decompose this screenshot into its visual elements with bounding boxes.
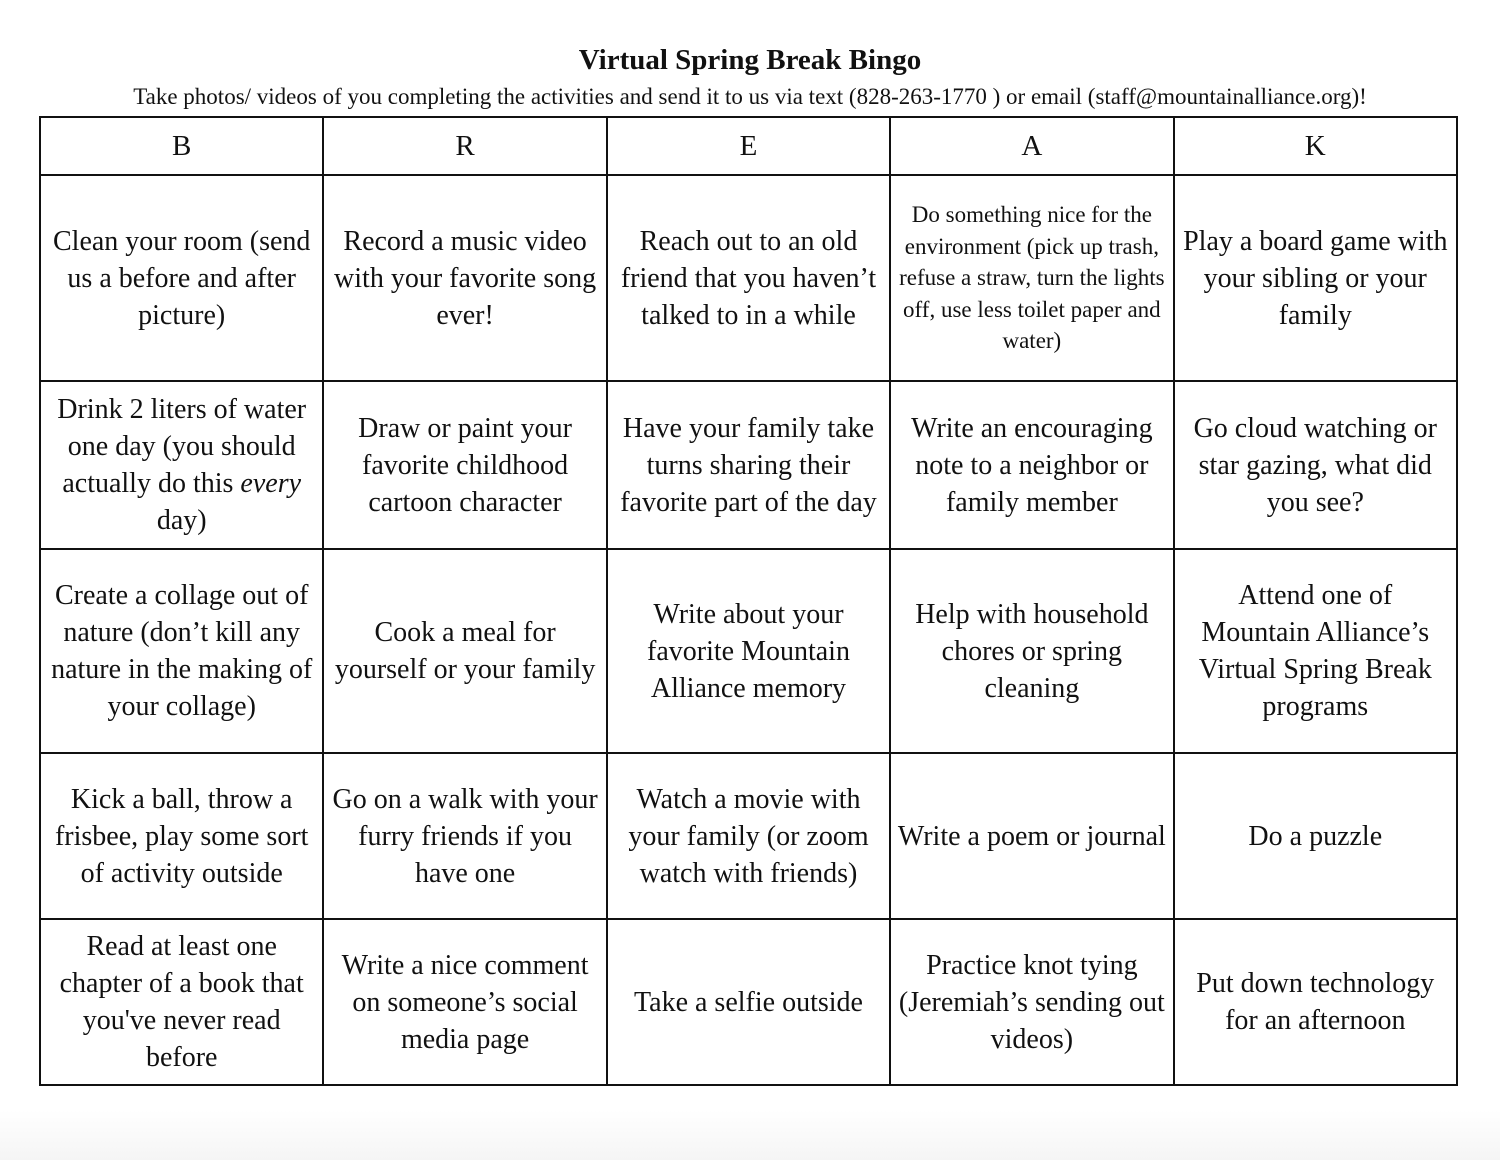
bingo-cell-emphasis: every	[240, 468, 302, 499]
column-header-k: K	[1174, 117, 1457, 175]
bingo-row	[40, 919, 1457, 1085]
bingo-cell: Cook a meal for yourself or your family	[323, 549, 606, 753]
bingo-row	[40, 549, 1457, 753]
bingo-cell: Go on a walk with your furry friends if you have one	[323, 753, 606, 919]
bingo-cell: Practice knot tying (Jeremiah’s sending out videos)	[890, 919, 1173, 1085]
bingo-cell: Reach out to an old friend that you haven’t talked to in a while	[607, 175, 890, 381]
bingo-row	[40, 381, 1457, 549]
bingo-header-row	[40, 117, 1457, 175]
bingo-cell	[40, 381, 323, 549]
bingo-cell: Write an encouraging note to a neighbor or family member	[890, 381, 1173, 549]
bingo-row	[40, 753, 1457, 919]
bingo-cell: Read at least one chapter of a book that you've never read before	[40, 919, 323, 1085]
bingo-cell: Attend one of Mountain Alliance’s Virtual Spring Break programs	[1174, 549, 1457, 753]
bingo-cell: Write about your favorite Mountain Alliance memory	[607, 549, 890, 753]
bingo-cell: Clean your room (send us a before and after picture)	[40, 175, 323, 381]
column-header-a: A	[890, 117, 1173, 175]
bingo-cell: Watch a movie with your family (or zoom watch with friends)	[607, 753, 890, 919]
bingo-cell-text: day)	[156, 505, 207, 536]
bingo-cell: Write a nice comment on someone’s social media page	[323, 919, 606, 1085]
bingo-cell: Do a puzzle	[1174, 753, 1457, 919]
bingo-card	[39, 116, 1458, 1086]
bingo-cell-text: Drink 2 liters of water one day (you should actually do this	[57, 394, 307, 499]
bingo-cell: Take a selfie outside	[607, 919, 890, 1085]
bingo-cell: Put down technology for an afternoon	[1174, 919, 1457, 1085]
page-title: Virtual Spring Break Bingo	[578, 44, 922, 76]
bingo-cell: Help with household chores or spring cleaning	[890, 549, 1173, 753]
bingo-cell: Play a board game with your sibling or your family	[1174, 175, 1457, 381]
bingo-row	[40, 175, 1457, 381]
bingo-cell: Record a music video with your favorite song ever!	[323, 175, 606, 381]
column-header-e: E	[607, 117, 890, 175]
page-subtitle: Take photos/ videos of you completing the activities and send it to us via text (828-263-1770 ) or email (staff@mountainalliance.org)!	[133, 84, 1367, 109]
bingo-cell: Go cloud watching or star gazing, what did you see?	[1174, 381, 1457, 549]
page-bottom-shade	[0, 1110, 1500, 1160]
bingo-cell: Have your family take turns sharing their favorite part of the day	[607, 381, 890, 549]
bingo-cell: Draw or paint your favorite childhood cartoon character	[323, 381, 606, 549]
bingo-cell: Do something nice for the environment (pick up trash, refuse a straw, turn the lights off, use less toilet paper and water)	[890, 175, 1173, 381]
bingo-cell: Write a poem or journal	[890, 753, 1173, 919]
column-header-r: R	[323, 117, 606, 175]
bingo-cell: Create a collage out of nature (don’t kill any nature in the making of your collage)	[40, 549, 323, 753]
column-header-b: B	[40, 117, 323, 175]
bingo-cell: Kick a ball, throw a frisbee, play some sort of activity outside	[40, 753, 323, 919]
